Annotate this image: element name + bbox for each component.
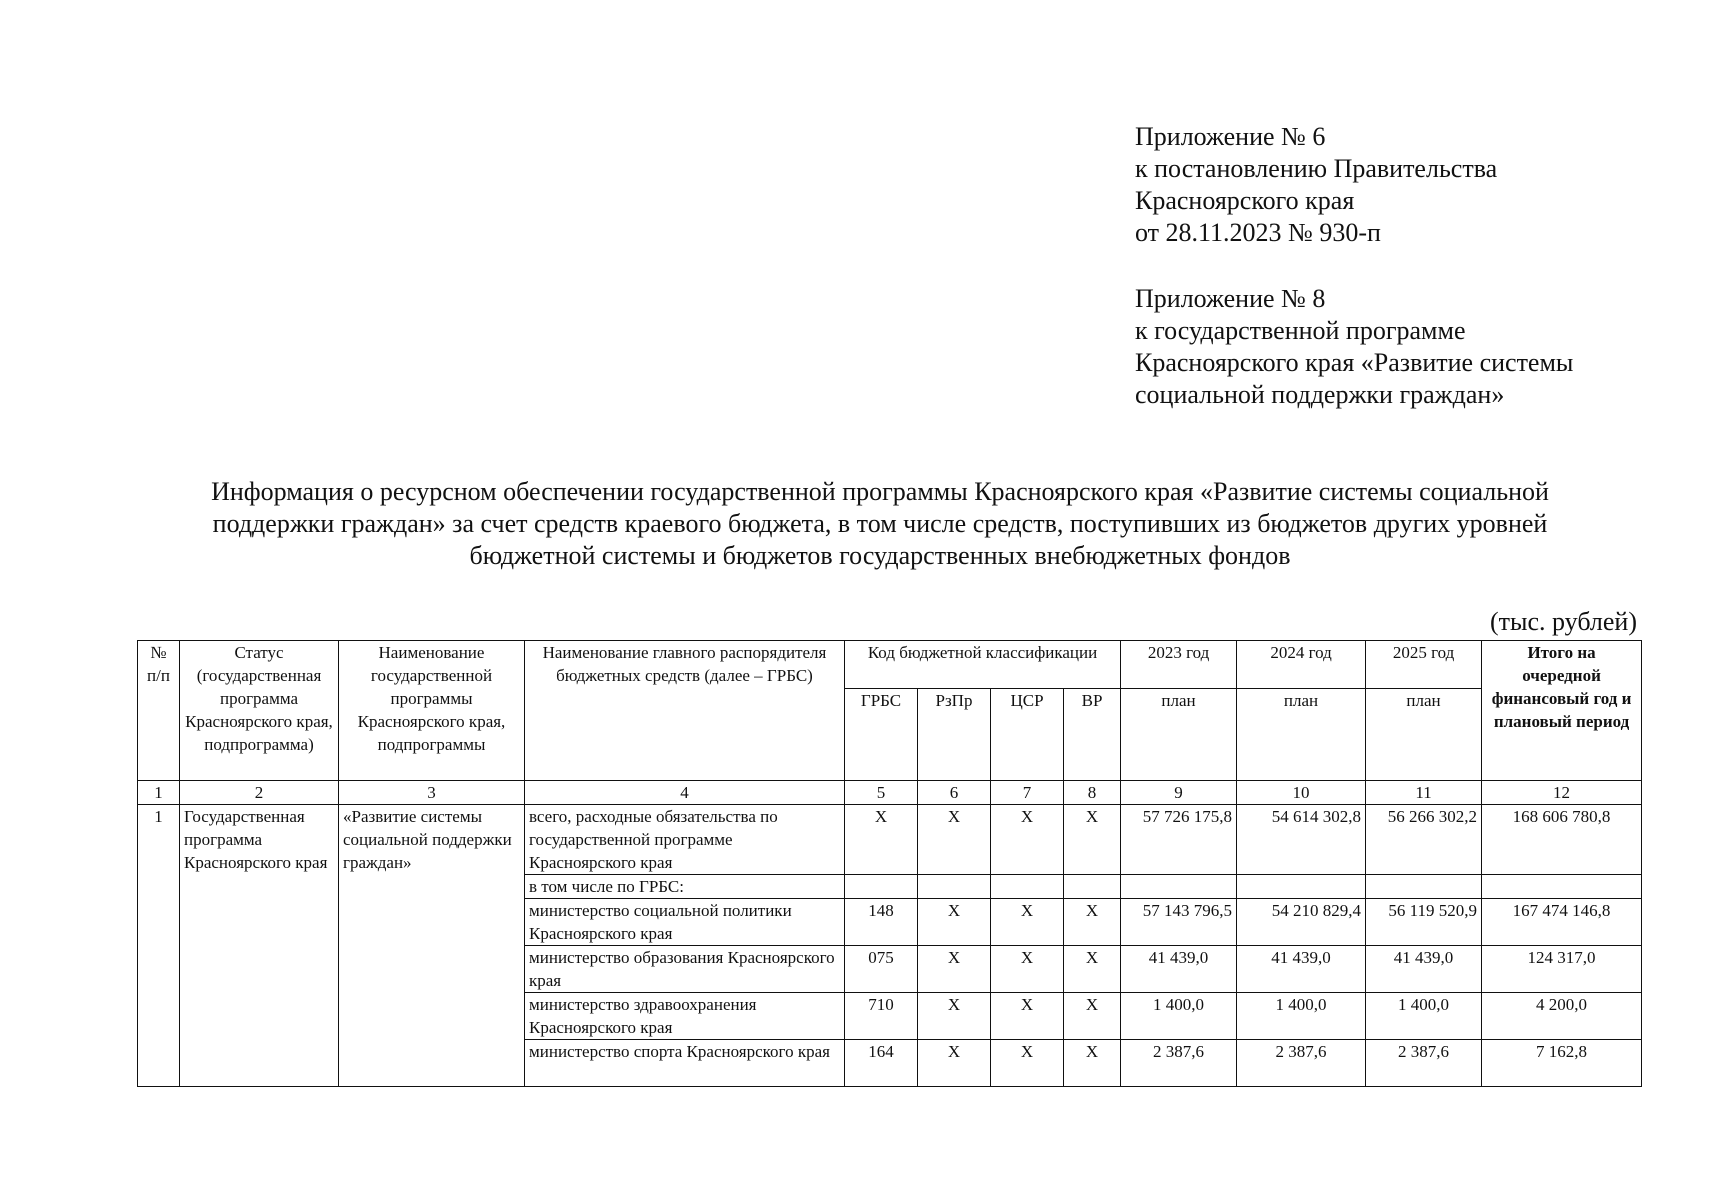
row-grbs-code: 148 bbox=[845, 899, 918, 946]
row-csr: Х bbox=[991, 1040, 1064, 1087]
row-value-2023: 41 439,0 bbox=[1121, 946, 1237, 993]
row-grbs-code: 075 bbox=[845, 946, 918, 993]
row-value-2023: 2 387,6 bbox=[1121, 1040, 1237, 1087]
row-grbs-name: министерство спорта Красноярского края bbox=[525, 1040, 845, 1087]
row-value-2025 bbox=[1366, 875, 1482, 899]
row-grbs-name: в том числе по ГРБС: bbox=[525, 875, 845, 899]
row-total: 168 606 780,8 bbox=[1482, 805, 1642, 875]
header-plan-2024: план bbox=[1237, 689, 1366, 781]
row-rzpr: Х bbox=[918, 899, 991, 946]
column-number: 5 bbox=[845, 781, 918, 805]
row-value-2024: 1 400,0 bbox=[1237, 993, 1366, 1040]
column-number: 12 bbox=[1482, 781, 1642, 805]
appendix-6-block bbox=[1135, 121, 1497, 249]
document-title-line-1: Информация о ресурсном обеспечении государственной программы Красноярского края «Развитие системы социальной bbox=[211, 477, 1549, 506]
column-number: 8 bbox=[1064, 781, 1121, 805]
document-title bbox=[130, 476, 1630, 572]
header-csr: ЦСР bbox=[991, 689, 1064, 781]
row-grbs-code: Х bbox=[845, 805, 918, 875]
row-grbs-name: министерство здравоохранения Красноярского края bbox=[525, 993, 845, 1040]
units-label: (тыс. рублей) bbox=[1489, 607, 1637, 636]
column-number-row bbox=[138, 781, 1642, 805]
appendix-8-line-3: Красноярского края «Развитие системы bbox=[1135, 348, 1574, 377]
row-total: 7 162,8 bbox=[1482, 1040, 1642, 1087]
row-grbs-name: министерство образования Красноярского края bbox=[525, 946, 845, 993]
row-csr: Х bbox=[991, 993, 1064, 1040]
row-grbs-name: всего, расходные обязательства по государственной программе Красноярского края bbox=[525, 805, 845, 875]
appendix-8-block bbox=[1135, 283, 1573, 411]
header-total: Итого на очередной финансовый год и плановый период bbox=[1482, 641, 1642, 781]
row-status: Государственная программа Красноярского края bbox=[180, 805, 339, 1087]
row-value-2024: 54 210 829,4 bbox=[1237, 899, 1366, 946]
document-title-line-2: поддержки граждан» за счет средств краевого бюджета, в том числе средств, поступивших из бюджетов других уровней bbox=[212, 509, 1548, 538]
header-vr: ВР bbox=[1064, 689, 1121, 781]
row-grbs-code: 710 bbox=[845, 993, 918, 1040]
column-number: 1 bbox=[138, 781, 180, 805]
appendix-6-line-1: Приложение № 6 bbox=[1135, 122, 1326, 151]
row-total: 167 474 146,8 bbox=[1482, 899, 1642, 946]
row-value-2025: 41 439,0 bbox=[1366, 946, 1482, 993]
row-grbs-code: 164 bbox=[845, 1040, 918, 1087]
row-program-name: «Развитие системы социальной поддержки граждан» bbox=[339, 805, 525, 1087]
header-budget-code: Код бюджетной классификации bbox=[845, 641, 1121, 689]
row-value-2024 bbox=[1237, 875, 1366, 899]
row-value-2025: 56 266 302,2 bbox=[1366, 805, 1482, 875]
row-value-2023: 57 143 796,5 bbox=[1121, 899, 1237, 946]
row-num: 1 bbox=[138, 805, 180, 1087]
header-num: № п/п bbox=[138, 641, 180, 781]
appendix-8-line-1: Приложение № 8 bbox=[1135, 284, 1326, 313]
row-value-2024: 2 387,6 bbox=[1237, 1040, 1366, 1087]
header-plan-2023: план bbox=[1121, 689, 1237, 781]
header-program-name: Наименование государственной программы Красноярского края, подпрограммы bbox=[339, 641, 525, 781]
row-rzpr: Х bbox=[918, 946, 991, 993]
row-vr: Х bbox=[1064, 946, 1121, 993]
row-value-2023: 1 400,0 bbox=[1121, 993, 1237, 1040]
document-title-line-3: бюджетной системы и бюджетов государственных внебюджетных фондов bbox=[469, 541, 1291, 570]
header-grbs-name: Наименование главного распорядителя бюджетных средств (далее – ГРБС) bbox=[525, 641, 845, 781]
row-rzpr bbox=[918, 875, 991, 899]
row-csr: Х bbox=[991, 946, 1064, 993]
appendix-6-line-4: от 28.11.2023 № 930-п bbox=[1135, 218, 1381, 247]
row-value-2024: 54 614 302,8 bbox=[1237, 805, 1366, 875]
row-vr bbox=[1064, 875, 1121, 899]
row-value-2025: 56 119 520,9 bbox=[1366, 899, 1482, 946]
row-grbs-code bbox=[845, 875, 918, 899]
row-total: 4 200,0 bbox=[1482, 993, 1642, 1040]
header-plan-2025: план bbox=[1366, 689, 1482, 781]
column-number: 9 bbox=[1121, 781, 1237, 805]
column-number: 3 bbox=[339, 781, 525, 805]
row-csr: Х bbox=[991, 899, 1064, 946]
appendix-8-line-2: к государственной программе bbox=[1135, 316, 1466, 345]
column-number: 7 bbox=[991, 781, 1064, 805]
appendix-8-line-4: социальной поддержки граждан» bbox=[1135, 380, 1505, 409]
header-grbs: ГРБС bbox=[845, 689, 918, 781]
row-value-2025: 1 400,0 bbox=[1366, 993, 1482, 1040]
budget-table bbox=[137, 640, 1642, 1087]
row-csr bbox=[991, 875, 1064, 899]
row-rzpr: Х bbox=[918, 993, 991, 1040]
header-year-2025: 2025 год bbox=[1366, 641, 1482, 689]
appendix-6-line-2: к постановлению Правительства bbox=[1135, 154, 1498, 183]
table-row bbox=[138, 805, 1642, 875]
appendix-6-line-3: Красноярского края bbox=[1135, 186, 1355, 215]
row-vr: Х bbox=[1064, 805, 1121, 875]
row-value-2023: 57 726 175,8 bbox=[1121, 805, 1237, 875]
header-year-2024: 2024 год bbox=[1237, 641, 1366, 689]
column-number: 11 bbox=[1366, 781, 1482, 805]
column-number: 4 bbox=[525, 781, 845, 805]
row-value-2023 bbox=[1121, 875, 1237, 899]
row-csr: Х bbox=[991, 805, 1064, 875]
header-status: Статус (государственная программа Красноярского края, подпрограмма) bbox=[180, 641, 339, 781]
row-total: 124 317,0 bbox=[1482, 946, 1642, 993]
column-number: 10 bbox=[1237, 781, 1366, 805]
row-value-2024: 41 439,0 bbox=[1237, 946, 1366, 993]
header-rzpr: РзПр bbox=[918, 689, 991, 781]
row-total bbox=[1482, 875, 1642, 899]
column-number: 6 bbox=[918, 781, 991, 805]
header-year-2023: 2023 год bbox=[1121, 641, 1237, 689]
row-rzpr: Х bbox=[918, 1040, 991, 1087]
row-value-2025: 2 387,6 bbox=[1366, 1040, 1482, 1087]
row-vr: Х bbox=[1064, 993, 1121, 1040]
row-vr: Х bbox=[1064, 899, 1121, 946]
row-rzpr: Х bbox=[918, 805, 991, 875]
column-number: 2 bbox=[180, 781, 339, 805]
row-vr: Х bbox=[1064, 1040, 1121, 1087]
row-grbs-name: министерство социальной политики Красноярского края bbox=[525, 899, 845, 946]
